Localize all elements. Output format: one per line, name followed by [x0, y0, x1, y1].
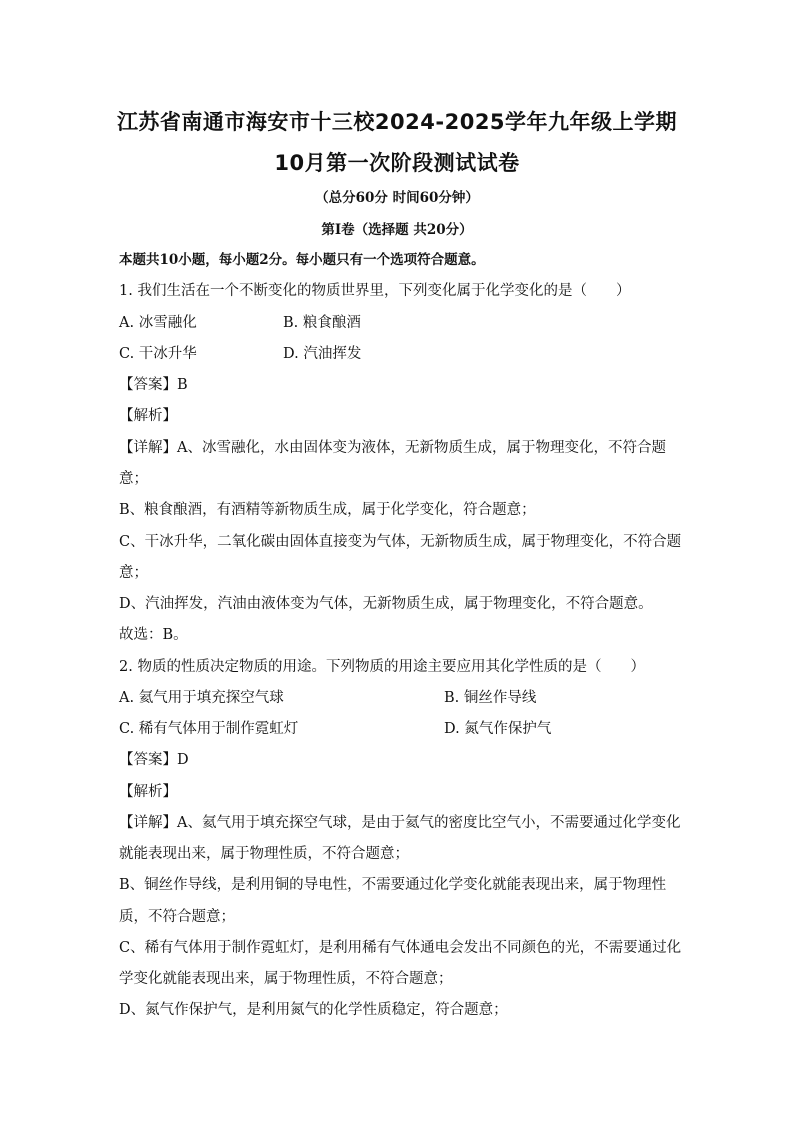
q2-detail-line: C、稀有气体用于制作霓虹灯，是利用稀有气体通电会发出不同颜色的光，不需要通过化 — [119, 940, 682, 956]
q1-option-c: C. 干冰升华 — [119, 346, 197, 362]
q1-answer: 【答案】B — [119, 377, 188, 393]
q1-stem: 1. 我们生活在一个不断变化的物质世界里，下列变化属于化学变化的是（ ） — [119, 283, 631, 299]
q2-detail-line: 就能表现出来，属于物理性质，不符合题意； — [119, 846, 409, 862]
document-title-line1: 江苏省南通市海安市十三校2024-2025学年九年级上学期 — [116, 110, 678, 134]
q2-detail-line: B、铜丝作导线，是利用铜的导电性，不需要通过化学变化就能表现出来，属于物理性 — [119, 877, 667, 893]
q1-option-d: D. 汽油挥发 — [283, 346, 362, 362]
q2-stem: 2. 物质的性质决定物质的用途。下列物质的用途主要应用其化学性质的是（ ） — [119, 659, 645, 675]
q2-detail-line: 【详解】A、氦气用于填充探空气球，是由于氦气的密度比空气小，不需要通过化学变化 — [119, 815, 681, 831]
q2-analysis-label: 【解析】 — [119, 784, 177, 800]
q1-detail-line: 【详解】A、冰雪融化，水由固体变为液体，无新物质生成，属于物理变化，不符合题 — [119, 440, 666, 456]
score-time-note: （总分60分 时间60分钟） — [315, 190, 479, 206]
q2-detail-line: 学变化就能表现出来，属于物理性质，不符合题意； — [119, 971, 453, 987]
section-instruction: 本题共10小题，每小题2分。每小题只有一个选项符合题意。 — [119, 252, 485, 268]
q2-option-b: B. 铜丝作导线 — [444, 690, 537, 706]
q1-detail-line: 意； — [119, 471, 148, 487]
q1-detail-line: 意； — [119, 565, 148, 581]
section-heading: 第Ⅰ卷（选择题 共20分） — [321, 222, 473, 238]
q1-detail-line: C、干冰升华，二氧化碳由固体直接变为气体，无新物质生成，属于物理变化，不符合题 — [119, 534, 682, 550]
q2-detail-line: D、氮气作保护气，是利用氮气的化学性质稳定，符合题意； — [119, 1002, 508, 1018]
q1-option-a: A. 冰雪融化 — [119, 315, 197, 331]
q2-detail-line: 质，不符合题意； — [119, 909, 235, 925]
q2-answer: 【答案】D — [119, 752, 189, 768]
q2-option-a: A. 氦气用于填充探空气球 — [119, 690, 284, 706]
q2-option-d: D. 氮气作保护气 — [444, 721, 552, 737]
document-title-line2: 10月第一次阶段测试试卷 — [274, 151, 520, 175]
q1-detail-line: B、粮食酿酒，有酒精等新物质生成，属于化学变化，符合题意； — [119, 502, 536, 518]
q1-detail-line: D、汽油挥发，汽油由液体变为气体，无新物质生成，属于物理变化，不符合题意。 — [119, 596, 653, 612]
q1-analysis-label: 【解析】 — [119, 408, 177, 424]
q1-detail-line: 故选：B。 — [119, 627, 188, 643]
q1-option-b: B. 粮食酿酒 — [283, 315, 361, 331]
q2-option-c: C. 稀有气体用于制作霓虹灯 — [119, 721, 299, 737]
